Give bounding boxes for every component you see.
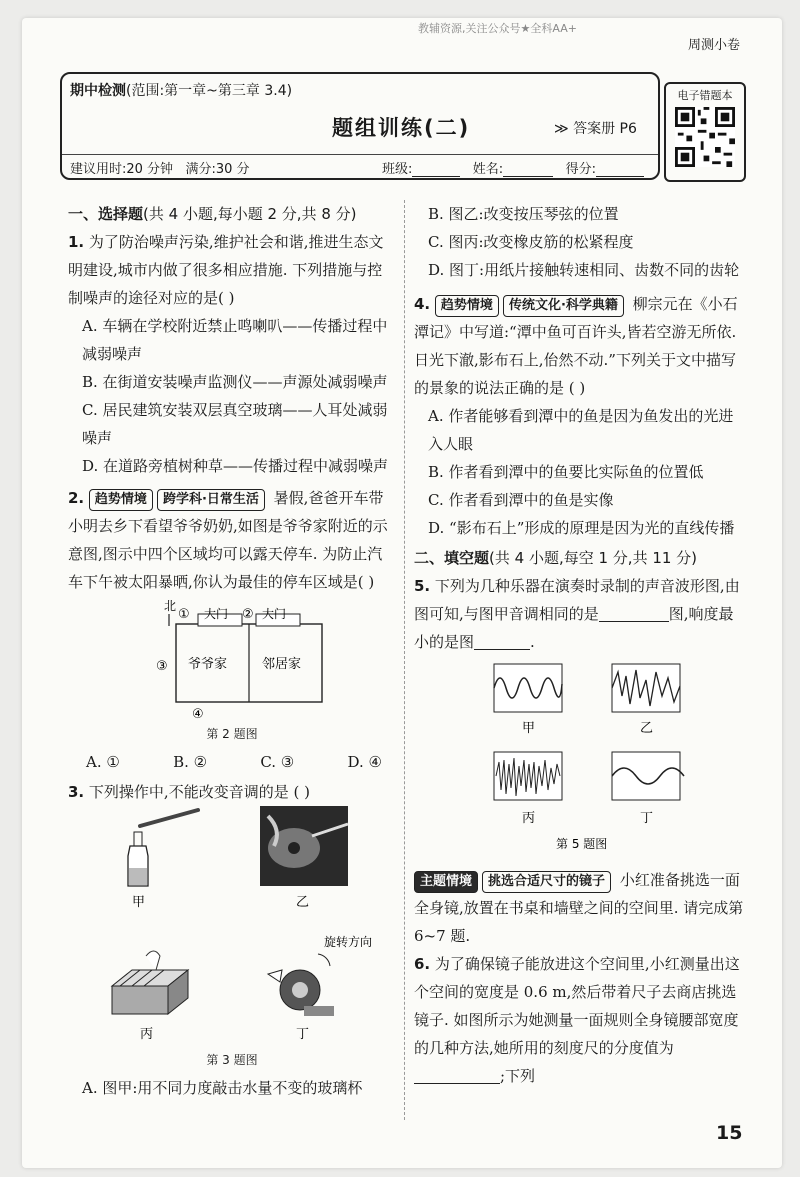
gate-2-label: 大门 xyxy=(262,607,287,621)
class-label: 班级: xyxy=(382,162,413,177)
wave-jia-label: 甲 xyxy=(522,721,536,736)
theme-tag: 主题情境 xyxy=(414,871,478,893)
class-field[interactable] xyxy=(412,163,460,177)
suggested-time: 建议用时:20 分钟 xyxy=(70,162,174,177)
q2-trend-tag: 趋势情境 xyxy=(89,489,153,511)
section-fill-note: (共 4 小题,每空 1 分,共 11 分) xyxy=(489,549,698,567)
q4-trend-tag: 趋势情境 xyxy=(435,295,499,317)
q2-option-c[interactable]: C. ③ xyxy=(260,753,295,771)
north-label: 北 xyxy=(164,599,177,613)
left-column xyxy=(68,200,396,1102)
gate-1-label: 大门 xyxy=(204,607,229,621)
exam-scope: (范围:第一章~第三章 3.4) xyxy=(126,83,293,99)
q5-caption: 第 5 题图 xyxy=(556,837,608,851)
time-score-line xyxy=(70,158,250,177)
section-choice-note: (共 4 小题,每小题 2 分,共 8 分) xyxy=(143,205,357,223)
q5-stem-part1: 下列为几种乐器在演奏时录制的声音波形图,由图可知,与图甲音调相同的是 xyxy=(414,577,740,623)
q5-number: 5. xyxy=(414,577,431,595)
q3-option-b[interactable]: B. 图乙:改变按压琴弦的位置 xyxy=(428,205,619,223)
q1-option-b[interactable]: B. 在街道安装噪声监测仪——声源处减弱噪声 xyxy=(82,373,388,391)
q3-caption: 第 3 题图 xyxy=(206,1053,258,1067)
question-4 xyxy=(414,290,748,542)
exam-label: 期中检测 xyxy=(70,83,126,99)
q2-figure xyxy=(68,596,396,720)
q5-stem-part2: 图,响度最小的是图 xyxy=(414,605,734,651)
header-divider xyxy=(62,154,658,155)
q3-stem: 下列操作中,不能改变音调的是 ( ) xyxy=(88,783,310,801)
region-1-label: ① xyxy=(178,607,190,622)
waveform-diagrams xyxy=(414,656,748,866)
fig-yi-label: 乙 xyxy=(296,895,310,910)
q3-number: 3. xyxy=(68,783,85,801)
q1-option-a[interactable]: A. 车辆在学校附近禁止鸣喇叭——传播过程中减弱噪声 xyxy=(82,317,388,363)
q2-option-b[interactable]: B. ② xyxy=(173,753,208,771)
q2-topic-tag: 跨学科·日常生活 xyxy=(157,489,265,511)
answer-reference: ≫ 答案册 P6 xyxy=(554,121,637,137)
gear-card-illustration xyxy=(268,954,334,1016)
guitar-illustration xyxy=(260,806,348,886)
parking-diagram xyxy=(68,596,396,720)
q5-blank-2[interactable] xyxy=(474,636,530,650)
q1-number: 1. xyxy=(68,233,85,251)
q3-figure xyxy=(68,806,396,1046)
q2-option-d[interactable]: D. ④ xyxy=(347,753,382,771)
question-3 xyxy=(68,778,396,1102)
q1-stem: 为了防治噪声污染,维护社会和谐,推进生态文明建设,城市内做了很多相应措施. 下列措施与控制噪声的途径对应的是( ) xyxy=(68,233,384,307)
q3-option-d[interactable]: D. 图丁:用纸片接触转速相同、齿数不同的齿轮 xyxy=(428,261,740,279)
top-note: 教辅资源,关注公众号★全科AA+ xyxy=(418,22,577,35)
waveform-yi xyxy=(612,664,680,712)
theme-text: 小红准备挑选一面全身镜,放置在书桌和墙壁之间的空间里. 请完成第 6~7 题. xyxy=(414,871,744,945)
name-label: 姓名: xyxy=(472,162,504,177)
q2-options xyxy=(68,748,396,776)
q6-blank-1[interactable] xyxy=(414,1070,500,1084)
page-title: 题组训练(二) xyxy=(332,116,471,140)
q4-option-a[interactable]: A. 作者能够看到潭中的鱼是因为鱼发出的光进入人眼 xyxy=(428,407,734,453)
section-fill-label: 二、填空题 xyxy=(414,549,490,567)
section-choice-title xyxy=(68,200,396,228)
q2-option-a[interactable]: A. ① xyxy=(86,753,120,771)
worksheet-header xyxy=(60,72,660,180)
grandpa-house-label: 爷爷家 xyxy=(188,657,228,672)
region-3-label: ③ xyxy=(156,659,168,674)
fig-bing-label: 丙 xyxy=(140,1027,154,1042)
page-number: 15 xyxy=(716,1122,743,1144)
q6-number: 6. xyxy=(414,955,431,973)
qr-code-panel[interactable] xyxy=(664,82,746,182)
qr-code-icon xyxy=(675,107,735,167)
q3-option-a[interactable]: A. 图甲:用不同力度敲击水量不变的玻璃杯 xyxy=(82,1079,363,1097)
question-5: 5. 下列为几种乐器在演奏时录制的声音波形图,由图可知,与图甲音调相同的是 图,响度最小的是图 . 甲 乙 丙 丁 第 5 题图 xyxy=(414,572,748,866)
score-field[interactable] xyxy=(596,163,644,177)
question-6 xyxy=(414,950,748,1090)
waveform-ding xyxy=(612,752,684,800)
region-2-label: ② xyxy=(242,607,254,622)
q4-stem: 柳宗元在《小石潭记》中写道:“潭中鱼可百许头,皆若空游无所依. 日光下澈,影布石上,佁然不动.”下列关于文中描写的景象的说法正确的是 ( ) xyxy=(414,295,738,397)
q3-option-c[interactable]: C. 图丙:改变橡皮筋的松紧程度 xyxy=(428,233,634,251)
rubber-band-box-illustration xyxy=(112,951,188,1014)
region-4-label: ④ xyxy=(192,707,204,720)
qr-label: 电子错题本 xyxy=(677,89,733,102)
glass-bottle-illustration xyxy=(128,810,198,886)
waveform-jia xyxy=(494,664,562,712)
rotate-direction-label: 旋转方向 xyxy=(324,935,373,949)
fig-ding-label: 丁 xyxy=(296,1027,310,1042)
q2-stem: 暑假,爸爸开车带小明去乡下看望爷爷奶奶,如图是爷爷家附近的示意图,图示中四个区域均可以露天停车. 为防止汽车下午被太阳暴晒,你认为最佳的停车区域是( ) xyxy=(68,489,388,591)
q4-number: 4. xyxy=(414,295,431,313)
q4-topic-tag: 传统文化·科学典籍 xyxy=(503,295,624,317)
q4-option-d[interactable]: D. “影布石上”形成的原理是因为光的直线传播 xyxy=(428,519,735,537)
q6-stem: 为了确保镜子能放进这个空间里,小红测量出这个空间的宽度是 0.6 m,然后带着尺子去商店挑选镜子. 如图所示为她测量一面规则全身镜腰部宽度的几种方法,她所用的刻度尺的分度值为 xyxy=(414,955,740,1057)
q3-illustrations xyxy=(68,806,396,1046)
question-2 xyxy=(68,484,396,776)
top-tag: 周测小卷 xyxy=(688,38,741,53)
wave-yi-label: 乙 xyxy=(640,721,654,736)
section-choice-label: 一、选择题 xyxy=(68,205,144,223)
q4-option-b[interactable]: B. 作者看到潭中的鱼要比实际鱼的位置低 xyxy=(428,463,704,481)
right-column xyxy=(414,200,748,1090)
theme-topic-tag: 挑选合适尺寸的镜子 xyxy=(482,871,611,893)
q2-number: 2. xyxy=(68,489,85,507)
section-fill-title xyxy=(414,544,748,572)
score-label: 得分: xyxy=(565,162,596,177)
column-divider xyxy=(404,200,405,1120)
q1-option-d[interactable]: D. 在道路旁植树种草——传播过程中减弱噪声 xyxy=(82,457,389,475)
wave-bing-label: 丙 xyxy=(522,811,536,826)
student-fields xyxy=(382,158,644,177)
exam-scope-line xyxy=(70,80,292,100)
waveform-bing xyxy=(494,752,562,800)
q1-option-c[interactable]: C. 居民建筑安装双层真空玻璃——人耳处减弱噪声 xyxy=(82,401,388,447)
q4-option-c[interactable]: C. 作者看到潭中的鱼是实像 xyxy=(428,491,614,509)
fig-jia-label: 甲 xyxy=(132,895,146,910)
full-score: 满分:30 分 xyxy=(185,162,250,177)
question-1 xyxy=(68,228,396,480)
neighbor-house-label: 邻居家 xyxy=(262,657,302,672)
q2-caption: 第 2 题图 xyxy=(206,727,258,741)
q6-tail: ;下列 xyxy=(500,1067,536,1085)
wave-ding-label: 丁 xyxy=(640,811,654,826)
q5-figure xyxy=(414,656,748,866)
q5-blank-1[interactable] xyxy=(599,608,669,622)
name-field[interactable] xyxy=(503,163,553,177)
theme-block xyxy=(414,866,748,950)
